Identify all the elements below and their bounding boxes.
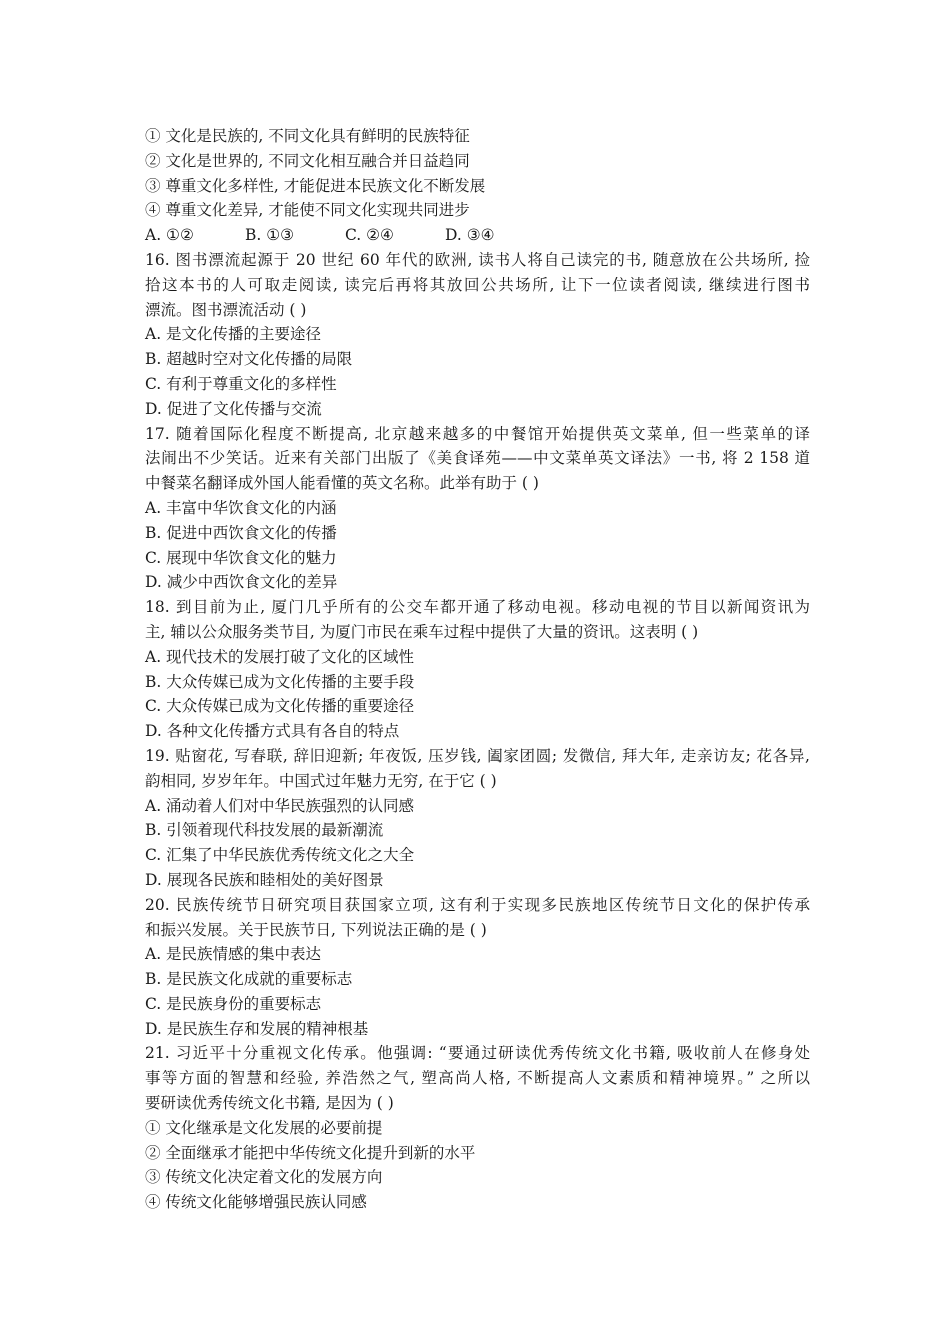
statement-line: ④ 尊重文化差异, 才能使不同文化实现共同进步 bbox=[145, 201, 470, 220]
question-stem-line: 拾这本书的人可取走阅读, 读完后再将其放回公共场所, 让下一位读者阅读, 继续进行图书 bbox=[145, 275, 810, 294]
option-d: D. 是民族生存和发展的精神根基 bbox=[145, 1019, 369, 1038]
statement-line: ③ 传统文化决定着文化的发展方向 bbox=[145, 1168, 383, 1187]
option-d: D. 减少中西饮食文化的差异 bbox=[145, 573, 338, 592]
option-b: B. 超越时空对文化传播的局限 bbox=[145, 350, 353, 369]
option-a: A. 现代技术的发展打破了文化的区域性 bbox=[145, 647, 415, 666]
question-16 bbox=[145, 248, 810, 422]
question-stem-line: 20. 民族传统节日研究项目获国家立项, 这有利于实现多民族地区传统节日文化的保护传承 bbox=[145, 895, 810, 914]
option-c: C. 是民族身份的重要标志 bbox=[145, 994, 322, 1013]
question-stem-line: 21. 习近平十分重视文化传承。他强调: “要通过研读优秀传统文化书籍, 吸收前人在修身处 bbox=[145, 1044, 810, 1063]
question-stem-line: 事等方面的智慧和经验, 养浩然之气, 塑高尚人格, 不断提高人文素质和精神境界。” 之所以 bbox=[145, 1069, 810, 1088]
option-d: D. 各种文化传播方式具有各自的特点 bbox=[145, 722, 400, 741]
option-b: B. 是民族文化成就的重要标志 bbox=[145, 970, 353, 989]
choice-d: D. ③④ bbox=[445, 226, 495, 245]
option-b: B. 引领着现代科技发展的最新潮流 bbox=[145, 821, 384, 840]
choice-a: A. ①② bbox=[145, 226, 194, 245]
answer-choices bbox=[145, 223, 810, 248]
option-d: D. 展现各民族和睦相处的美好图景 bbox=[145, 870, 384, 889]
question-stem-line: 17. 随着国际化程度不断提高, 北京越来越多的中餐馆开始提供英文菜单, 但一些菜单的译 bbox=[145, 424, 810, 443]
option-c: C. 汇集了中华民族优秀传统文化之大全 bbox=[145, 846, 415, 865]
option-a: A. 是文化传播的主要途径 bbox=[145, 325, 322, 344]
option-c: C. 有利于尊重文化的多样性 bbox=[145, 374, 337, 393]
option-b: B. 促进中西饮食文化的传播 bbox=[145, 523, 337, 542]
question-stem-line: 要研读优秀传统文化书籍, 是因为 ( ) bbox=[145, 1094, 394, 1113]
question-stem-line: 中餐菜名翻译成外国人能看懂的英文名称。此举有助于 ( ) bbox=[145, 474, 539, 493]
exam-content bbox=[145, 124, 810, 1215]
statement-line: ② 文化是世界的, 不同文化相互融合并日益趋同 bbox=[145, 151, 470, 170]
option-b: B. 大众传媒已成为文化传播的主要手段 bbox=[145, 672, 415, 691]
statement-line: ③ 尊重文化多样性, 才能促进本民族文化不断发展 bbox=[145, 176, 486, 195]
question-19 bbox=[145, 744, 810, 893]
option-a: A. 是民族情感的集中表达 bbox=[145, 945, 322, 964]
statement-line: ② 全面继承才能把中华传统文化提升到新的水平 bbox=[145, 1143, 476, 1162]
question-18 bbox=[145, 595, 810, 744]
question-stem-line: 19. 贴窗花, 写春联, 辞旧迎新; 年夜饭, 压岁钱, 阖家团圆; 发微信, 拜大年, 走亲访友; 花各异, bbox=[145, 746, 810, 765]
question-stem-line: 漂流。图书漂流活动 ( ) bbox=[145, 300, 307, 319]
question-stem-line: 18. 到目前为止, 厦门几乎所有的公交车都开通了移动电视。移动电视的节目以新闻资讯为 bbox=[145, 598, 810, 617]
statement-line: ① 文化继承是文化发展的必要前提 bbox=[145, 1118, 383, 1137]
statement-line: ① 文化是民族的, 不同文化具有鲜明的民族特征 bbox=[145, 127, 470, 145]
option-c: C. 大众传媒已成为文化传播的重要途径 bbox=[145, 697, 415, 716]
option-c: C. 展现中华饮食文化的魅力 bbox=[145, 548, 337, 567]
question-stem-line: 和振兴发展。关于民族节日, 下列说法正确的是 ( ) bbox=[145, 920, 487, 939]
question-stem-line: 法闹出不少笑话。近来有关部门出版了《美食译苑——中文菜单英文译法》一书, 将 2 158 道 bbox=[145, 449, 810, 468]
question-17 bbox=[145, 422, 810, 596]
option-a: A. 丰富中华饮食文化的内涵 bbox=[145, 498, 337, 517]
statement-line: ④ 传统文化能够增强民族认同感 bbox=[145, 1193, 367, 1212]
choice-b: B. ①③ bbox=[245, 226, 295, 245]
option-d: D. 促进了文化传播与交流 bbox=[145, 399, 322, 418]
option-a: A. 涌动着人们对中华民族强烈的认同感 bbox=[145, 796, 415, 815]
question-stem-line: 韵相同, 岁岁年年。中国式过年魅力无穷, 在于它 ( ) bbox=[145, 771, 497, 790]
question-stem-line: 主, 辅以公众服务类节目, 为厦门市民在乘车过程中提供了大量的资讯。这表明 ( ) bbox=[145, 622, 699, 641]
question-stem-line: 16. 图书漂流起源于 20 世纪 60 年代的欧洲, 读书人将自己读完的书, 随意放在公共场所, 捡 bbox=[145, 250, 810, 269]
question-20 bbox=[145, 893, 810, 1042]
question-21 bbox=[145, 1041, 810, 1215]
choice-c: C. ②④ bbox=[345, 226, 394, 245]
continued-question bbox=[145, 124, 810, 248]
